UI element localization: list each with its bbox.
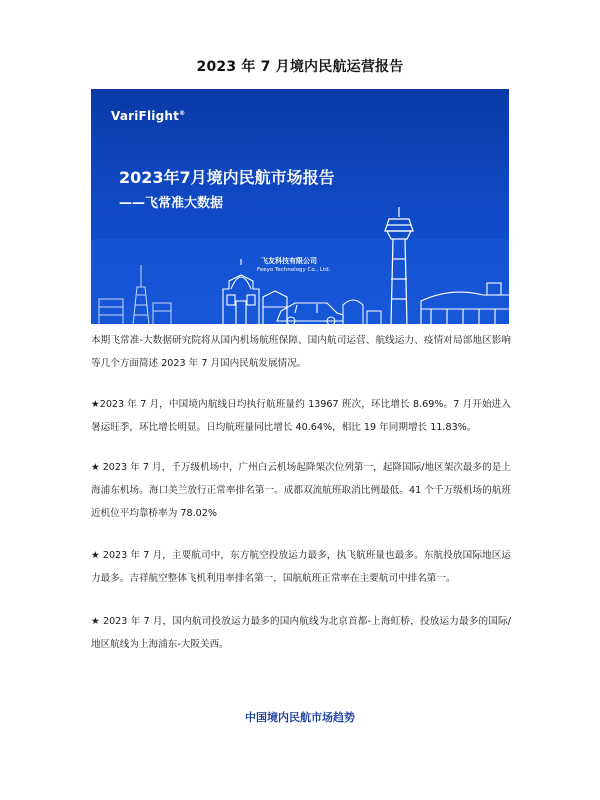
section-heading: 中国境内民航市场趋势: [245, 711, 355, 724]
highlight-flight-volume: ★2023 年 7 月，中国境内航线日均执行航班量约 13967 班次，环比增长 8.69%。7 月开始进入暑运旺季，环比增长明显。日均航班量同比增长 40.64%，相比 19 年同期增长 11.83%。: [91, 399, 511, 433]
logo-text: VariFlight: [111, 109, 180, 123]
variflight-logo: [111, 109, 185, 123]
company-name-english: Feeyo Technology Co., Ltd.: [257, 267, 331, 273]
highlight-airlines: ★ 2023 年 7 月，主要航司中，东方航空投放运力最多，执飞航班量也最多。东航投放国际地区运力最多。吉祥航空整体飞机利用率排名第一，国航航班正常率在主要航司中排名第一。: [91, 550, 511, 584]
company-name-chinese: 飞友科技有限公司: [261, 256, 317, 265]
banner-title: 2023年7月境内民航市场报告: [119, 168, 335, 187]
registered-mark: ®: [179, 110, 186, 117]
report-cover-banner: [91, 89, 509, 325]
banner-subtitle: ——飞常准大数据: [119, 196, 224, 211]
page-title: 2023 年 7 月境内民航运营报告: [196, 59, 404, 75]
highlight-routes: ★ 2023 年 7 月，国内航司投放运力最多的国内航线为北京首都-上海虹桥，投放运力最多的国际/地区航线为上海浦东-大阪关西。: [91, 616, 511, 650]
intro-paragraph: 本期飞常准-大数据研究院将从国内机场航班保障、国内航司运营、航线运力、疫情对局部地区影响等几个方面简述 2023 年 7 月国内民航发展情况。: [91, 335, 511, 369]
highlight-airports: ★ 2023 年 7 月，千万级机场中，广州白云机场起降架次位列第一，起降国际/地区架次最多的是上海浦东机场。海口美兰放行正常率排名第一。成都双流航班取消比例最低。41 个千万级机场的航班近机位平均靠桥率为 78.02%: [91, 462, 511, 519]
